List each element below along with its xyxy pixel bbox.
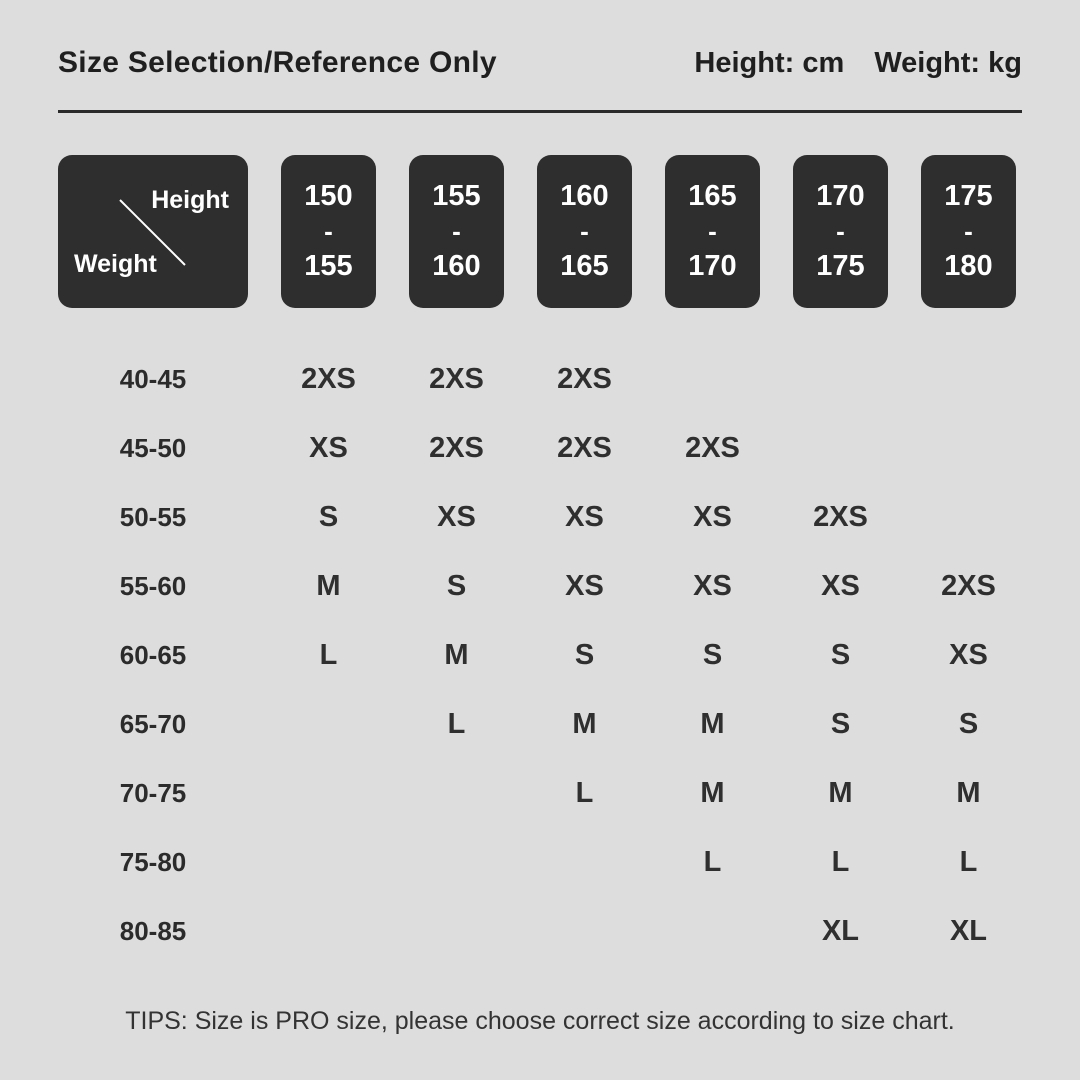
size-cell — [921, 345, 1016, 414]
size-cell: L — [447, 708, 466, 740]
height-weight-legend-box — [58, 155, 248, 308]
range-to: 170 — [688, 250, 737, 282]
size-cell — [793, 345, 888, 414]
size-cell — [921, 414, 1016, 483]
table-row — [58, 690, 1080, 759]
size-cell — [281, 690, 376, 759]
size-cell: S — [830, 708, 851, 740]
range-to: 160 — [432, 250, 481, 282]
range-to: 180 — [944, 250, 993, 282]
top-bar — [58, 0, 1022, 80]
height-unit-label: Height: cm — [694, 47, 845, 79]
table-row — [58, 828, 1080, 897]
size-cell: S — [702, 639, 723, 671]
size-cell: S — [958, 708, 979, 740]
height-range-header — [409, 155, 504, 308]
size-cell: M — [700, 777, 725, 809]
table-row — [58, 621, 1080, 690]
height-range-header — [537, 155, 632, 308]
weight-range-label: 40-45 — [119, 364, 187, 394]
size-cell: M — [956, 777, 981, 809]
size-cell — [537, 897, 632, 966]
range-to: 165 — [560, 250, 609, 282]
size-cell: XS — [821, 570, 860, 602]
weight-range-label: 50-55 — [119, 502, 187, 532]
table-row — [58, 414, 1080, 483]
range-separator: - — [836, 216, 845, 246]
size-cell — [409, 897, 504, 966]
size-cell: XS — [565, 570, 604, 602]
height-range-header — [281, 155, 376, 308]
size-cell: 2XS — [429, 432, 484, 464]
range-to: 155 — [304, 250, 353, 282]
size-cell: S — [318, 501, 339, 533]
size-cell — [793, 414, 888, 483]
height-range-header — [793, 155, 888, 308]
size-cell — [409, 759, 504, 828]
legend-height-label: Height — [151, 186, 229, 214]
range-separator: - — [580, 216, 589, 246]
table-row — [58, 897, 1080, 966]
size-cell — [281, 759, 376, 828]
range-to: 175 — [816, 250, 865, 282]
range-separator: - — [452, 216, 461, 246]
size-cell — [537, 828, 632, 897]
weight-range-label: 80-85 — [119, 916, 187, 946]
range-from: 150 — [304, 180, 353, 212]
size-cell: S — [830, 639, 851, 671]
range-from: 175 — [944, 180, 993, 212]
size-cell — [281, 897, 376, 966]
range-from: 155 — [432, 180, 481, 212]
weight-range-label: 45-50 — [119, 433, 187, 463]
size-cell: 2XS — [301, 363, 356, 395]
size-cell: M — [572, 708, 597, 740]
size-cell: XS — [437, 501, 476, 533]
weight-range-label: 65-70 — [119, 709, 187, 739]
diagonal-line-icon — [58, 155, 248, 308]
size-cell: XS — [309, 432, 348, 464]
table-row — [58, 345, 1080, 414]
size-cell — [665, 345, 760, 414]
size-cell: L — [831, 846, 850, 878]
page-title: Size Selection/Reference Only — [58, 46, 497, 79]
height-range-header — [921, 155, 1016, 308]
size-cell: XS — [693, 501, 732, 533]
size-cell: XS — [565, 501, 604, 533]
size-cell — [409, 828, 504, 897]
size-cell: L — [703, 846, 722, 878]
size-cell: XL — [949, 915, 988, 947]
size-cell: XL — [821, 915, 860, 947]
size-cell: XS — [693, 570, 732, 602]
size-cell: L — [575, 777, 594, 809]
size-cell: M — [700, 708, 725, 740]
range-from: 160 — [560, 180, 609, 212]
size-cell — [281, 828, 376, 897]
weight-range-label: 55-60 — [119, 571, 187, 601]
weight-range-label: 75-80 — [119, 847, 187, 877]
size-cell: 2XS — [813, 501, 868, 533]
table-row — [58, 759, 1080, 828]
size-cell: S — [446, 570, 467, 602]
size-cell: 2XS — [941, 570, 996, 602]
height-range-header — [665, 155, 760, 308]
size-cell: M — [444, 639, 469, 671]
size-cell: 2XS — [429, 363, 484, 395]
size-cell: L — [319, 639, 338, 671]
title-divider — [58, 110, 1022, 113]
size-cell: 2XS — [557, 363, 612, 395]
size-cell — [665, 897, 760, 966]
table-row — [58, 483, 1080, 552]
range-separator: - — [964, 216, 973, 246]
range-separator: - — [324, 216, 333, 246]
weight-unit-label: Weight: kg — [874, 47, 1022, 79]
size-table-body — [0, 345, 1080, 966]
size-cell: S — [574, 639, 595, 671]
table-header-row — [58, 155, 1080, 308]
size-cell: 2XS — [557, 432, 612, 464]
size-cell: M — [316, 570, 341, 602]
weight-range-label: 60-65 — [119, 640, 187, 670]
range-separator: - — [708, 216, 717, 246]
size-cell: M — [828, 777, 853, 809]
size-cell: 2XS — [685, 432, 740, 464]
weight-range-label: 70-75 — [119, 778, 187, 808]
table-row — [58, 552, 1080, 621]
range-from: 170 — [816, 180, 865, 212]
size-cell: XS — [949, 639, 988, 671]
tips-text: TIPS: Size is PRO size, please choose correct size according to size chart. — [125, 1007, 955, 1035]
size-cell — [921, 483, 1016, 552]
size-cell: L — [959, 846, 978, 878]
legend-weight-label: Weight — [74, 250, 157, 278]
units-legend — [694, 47, 1022, 80]
range-from: 165 — [688, 180, 737, 212]
